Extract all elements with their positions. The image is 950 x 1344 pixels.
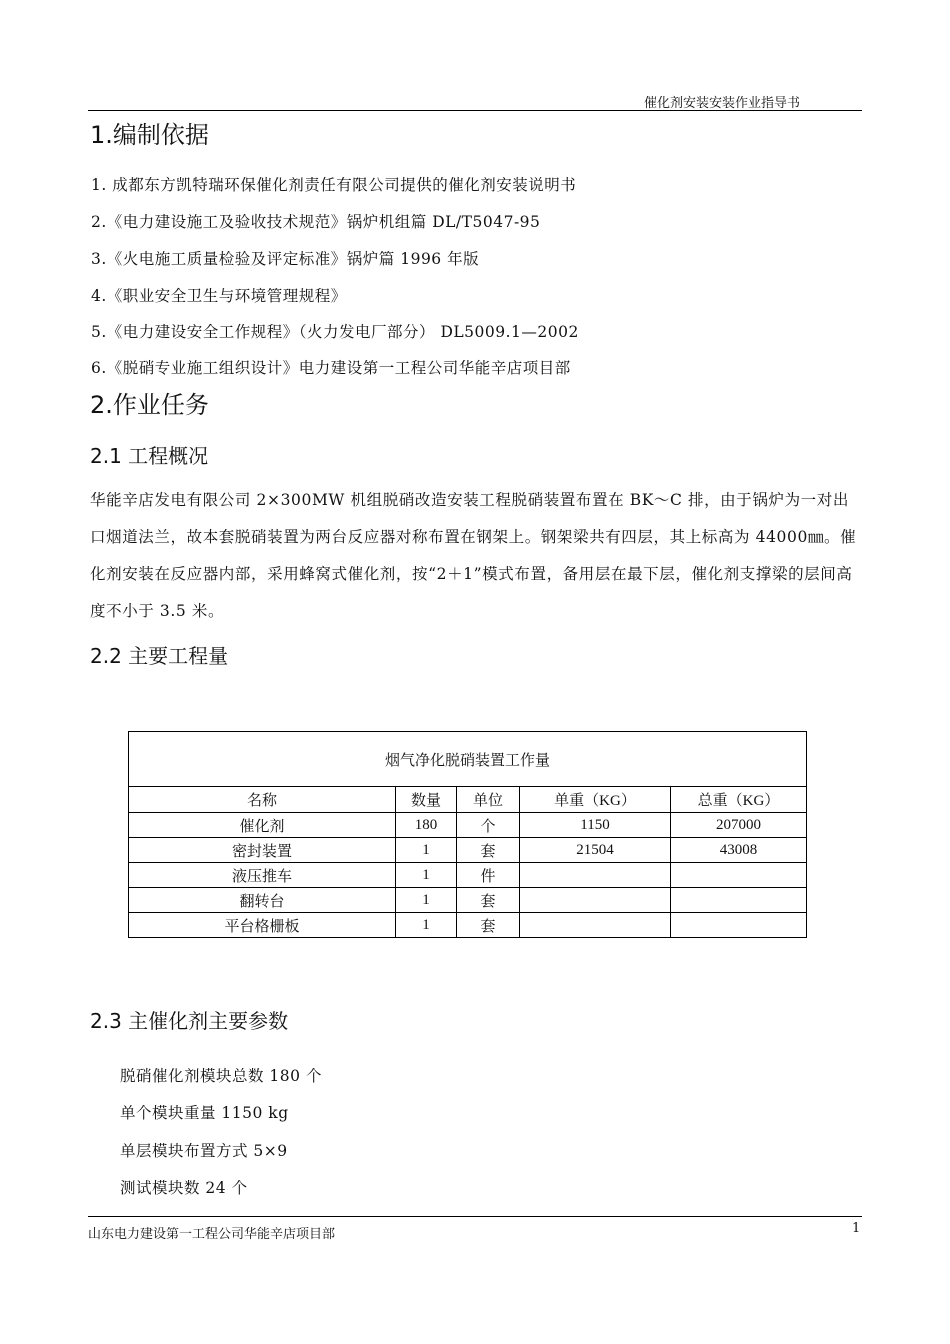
table-cell: 1150 [520, 813, 671, 838]
table-caption: 烟气净化脱硝装置工作量 [129, 732, 807, 787]
section-1-heading: 1.编制依据 [90, 121, 209, 149]
table-row [129, 888, 807, 913]
table-cell: 翻转台 [129, 888, 396, 913]
subsection-2-3-heading: 2.3 主催化剂主要参数 [90, 1009, 289, 1033]
table-cell [520, 863, 671, 888]
table-cell: 43008 [671, 838, 807, 863]
page-number: 1 [852, 1221, 861, 1236]
column-header-name: 名称 [129, 787, 396, 813]
table-cell: 件 [457, 863, 520, 888]
catalyst-parameter: 单层模块布置方式 5×9 [120, 1142, 288, 1160]
reference-item: 5.《电力建设安全工作规程》（火力发电厂部分） DL5009.1—2002 [91, 323, 579, 341]
catalyst-parameter: 测试模块数 24 个 [120, 1179, 248, 1197]
table-row [129, 913, 807, 938]
reference-item: 3.《火电施工质量检验及评定标准》锅炉篇 1996 年版 [91, 250, 480, 268]
catalyst-parameter: 单个模块重量 1150 kg [120, 1104, 289, 1122]
reference-item: 4.《职业安全卫生与环境管理规程》 [91, 287, 347, 305]
table-cell: 1 [396, 863, 457, 888]
table-cell: 套 [457, 888, 520, 913]
table-cell: 个 [457, 813, 520, 838]
subsection-2-2-heading: 2.2 主要工程量 [90, 644, 229, 668]
header-divider [88, 110, 862, 111]
table-cell: 1 [396, 838, 457, 863]
table-cell: 密封装置 [129, 838, 396, 863]
table-cell: 液压推车 [129, 863, 396, 888]
project-overview-paragraph: 华能辛店发电有限公司 2×300MW 机组脱硝改造安装工程脱硝装置布置在 BK～C 排，由于锅炉为一对出口烟道法兰，故本套脱硝装置为两台反应器对称布置在钢架上。钢架梁共有四层，其上标高为 44000㎜。催化剂安装在反应器内部，采用蜂窝式催化剂，按“2＋1”模式布置，备用层在最下层，催化剂支撑梁的层间高度不小于 3.5 米。 [90, 491, 857, 620]
table-cell: 1 [396, 913, 457, 938]
table-row [129, 863, 807, 888]
reference-item: 2.《电力建设施工及验收技术规范》锅炉机组篇 DL/T5047-95 [91, 213, 541, 231]
table-cell: 平台格栅板 [129, 913, 396, 938]
table-cell: 180 [396, 813, 457, 838]
table-row [129, 813, 807, 838]
table-cell [671, 888, 807, 913]
table-cell: 21504 [520, 838, 671, 863]
table-cell [520, 888, 671, 913]
table-cell: 207000 [671, 813, 807, 838]
section-2-heading: 2.作业任务 [90, 391, 209, 419]
reference-item: 6.《脱硝专业施工组织设计》电力建设第一工程公司华能辛店项目部 [91, 359, 571, 377]
footer-divider [88, 1216, 862, 1217]
column-header-total-weight: 总重（KG） [671, 787, 807, 813]
column-header-unit-weight: 单重（KG） [520, 787, 671, 813]
workload-table [128, 731, 807, 938]
subsection-2-1-heading: 2.1 工程概况 [90, 444, 209, 468]
footer-organization: 山东电力建设第一工程公司华能辛店项目部 [88, 1227, 336, 1242]
table-cell [520, 913, 671, 938]
table-cell [671, 863, 807, 888]
header-title: 催化剂安装安装作业指导书 [643, 96, 800, 111]
table-cell: 催化剂 [129, 813, 396, 838]
table-cell: 套 [457, 838, 520, 863]
table-cell [671, 913, 807, 938]
column-header-quantity: 数量 [396, 787, 457, 813]
table-row [129, 838, 807, 863]
column-header-unit: 单位 [457, 787, 520, 813]
table-cell: 套 [457, 913, 520, 938]
reference-item: 1. 成都东方凯特瑞环保催化剂责任有限公司提供的催化剂安装说明书 [91, 176, 577, 194]
catalyst-parameter: 脱硝催化剂模块总数 180 个 [120, 1067, 322, 1085]
table-cell: 1 [396, 888, 457, 913]
